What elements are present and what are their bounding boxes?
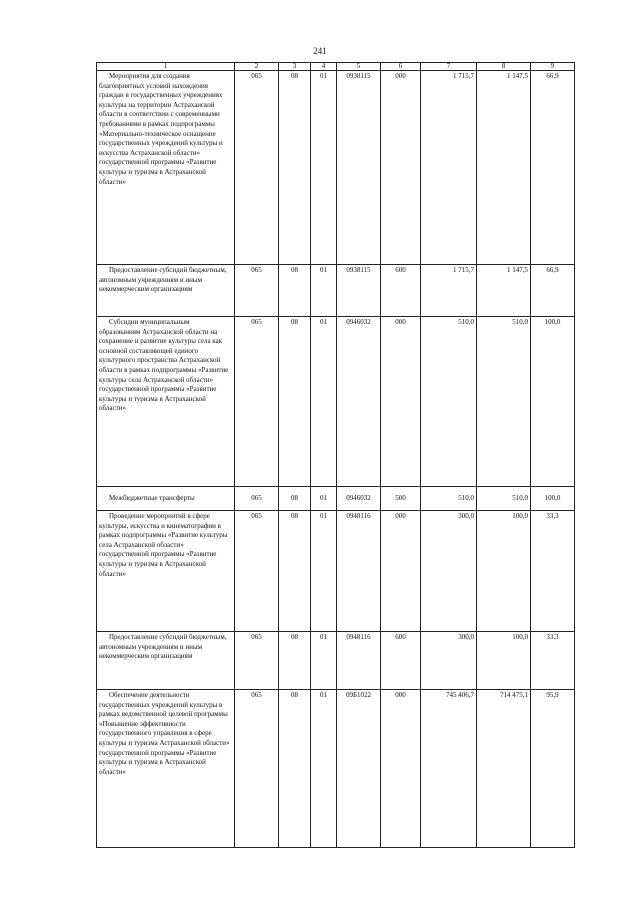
table-row [97, 632, 575, 690]
cell-col6: 600 [381, 632, 421, 690]
cell-col5: 0948116 [337, 511, 381, 632]
cell-col7: 300,0 [421, 511, 477, 632]
cell-col4: 01 [311, 690, 337, 848]
cell-col8: 1 147,5 [477, 71, 531, 265]
budget-table [96, 62, 575, 848]
cell-col8: 1 147,5 [477, 265, 531, 317]
column-header: 1 [97, 63, 235, 71]
cell-col5: 0938115 [337, 71, 381, 265]
cell-col4: 01 [311, 511, 337, 632]
column-header: 8 [477, 63, 531, 71]
cell-col9: 33,3 [531, 511, 575, 632]
cell-col8: 510,0 [477, 317, 531, 487]
row-name: Предоставление субсидий бюджетным, автономным учреждениям и иным некоммерческим организациям [97, 265, 235, 317]
cell-col9: 66,9 [531, 265, 575, 317]
row-name: Мероприятия для создания благоприятных условий нахождения граждан в государственных учреждениях культуры на территории Астраханской области в соответствии с современными требованиями в рамках подпрограммы «Материально-техническое оснащение государственных учреждений культуры и искусства Астраханской области» государственной программы «Развитие культуры и туризма в Астраханской области» [97, 71, 235, 265]
cell-col2: 065 [235, 317, 279, 487]
column-header: 3 [279, 63, 311, 71]
column-header: 4 [311, 63, 337, 71]
cell-col7: 510,0 [421, 487, 477, 511]
table-row [97, 511, 575, 632]
page-number: 241 [313, 46, 327, 56]
cell-col6: 000 [381, 511, 421, 632]
cell-col9: 95,9 [531, 690, 575, 848]
cell-col3: 08 [279, 71, 311, 265]
cell-col8: 510,0 [477, 487, 531, 511]
cell-col9: 66,9 [531, 71, 575, 265]
cell-col6: 000 [381, 71, 421, 265]
row-name: Обеспечение деятельности государственных учреждений культуры в рамках ведомственной целевой программы «Повышение эффективности государственного управления в сфере культуры и туризма Астраханской области» государственной программы «Развитие культуры и туризма в Астраханской области» [97, 690, 235, 848]
table-row [97, 690, 575, 848]
cell-col9: 100,0 [531, 487, 575, 511]
cell-col4: 01 [311, 71, 337, 265]
cell-col2: 065 [235, 690, 279, 848]
cell-col5: 0948116 [337, 632, 381, 690]
cell-col3: 08 [279, 632, 311, 690]
cell-col6: 500 [381, 487, 421, 511]
table-header-row [97, 63, 575, 71]
cell-col4: 01 [311, 265, 337, 317]
cell-col3: 08 [279, 511, 311, 632]
cell-col2: 065 [235, 487, 279, 511]
row-name: Предоставление субсидий бюджетным, автономным учреждениям и иным некоммерческим организациям [97, 632, 235, 690]
cell-col6: 000 [381, 317, 421, 487]
cell-col6: 600 [381, 265, 421, 317]
cell-col8: 100,0 [477, 511, 531, 632]
cell-col2: 065 [235, 632, 279, 690]
cell-col5: 0946032 [337, 317, 381, 487]
cell-col4: 01 [311, 487, 337, 511]
cell-col5: 09Б1022 [337, 690, 381, 848]
cell-col2: 065 [235, 265, 279, 317]
cell-col7: 1 715,7 [421, 265, 477, 317]
cell-col5: 0938115 [337, 265, 381, 317]
cell-col4: 01 [311, 632, 337, 690]
cell-col2: 065 [235, 511, 279, 632]
cell-col7: 510,0 [421, 317, 477, 487]
cell-col3: 08 [279, 317, 311, 487]
cell-col8: 714 475,1 [477, 690, 531, 848]
table-row [97, 487, 575, 511]
cell-col7: 1 715,7 [421, 71, 477, 265]
table-row [97, 317, 575, 487]
column-header: 6 [381, 63, 421, 71]
cell-col3: 08 [279, 487, 311, 511]
table-row [97, 71, 575, 265]
row-name: Проведение мероприятий в сфере культуры, искусства и кинематографии в рамках подпрограммы «Развитие культуры села Астраханской области» государственной программы «Развитие культуры и туризма в Астраханской области» [97, 511, 235, 632]
cell-col7: 300,0 [421, 632, 477, 690]
cell-col4: 01 [311, 317, 337, 487]
column-header: 5 [337, 63, 381, 71]
column-header: 2 [235, 63, 279, 71]
cell-col9: 100,0 [531, 317, 575, 487]
cell-col3: 08 [279, 265, 311, 317]
column-header: 7 [421, 63, 477, 71]
cell-col9: 33,3 [531, 632, 575, 690]
cell-col8: 100,0 [477, 632, 531, 690]
row-name: Межбюджетные трансферты [97, 487, 235, 511]
cell-col2: 065 [235, 71, 279, 265]
table-row [97, 265, 575, 317]
cell-col5: 0946032 [337, 487, 381, 511]
cell-col6: 000 [381, 690, 421, 848]
cell-col3: 08 [279, 690, 311, 848]
cell-col7: 745 406,7 [421, 690, 477, 848]
row-name: Субсидии муниципальным образованиям Астраханской области на сохранение и развитие культуры села как основной составляющей единого культурного пространства Астраханской области в рамках подпрограммы «Развитие культуры села Астраханской области» государственной программы «Развитие культуры и туризма в Астраханской области» [97, 317, 235, 487]
column-header: 9 [531, 63, 575, 71]
